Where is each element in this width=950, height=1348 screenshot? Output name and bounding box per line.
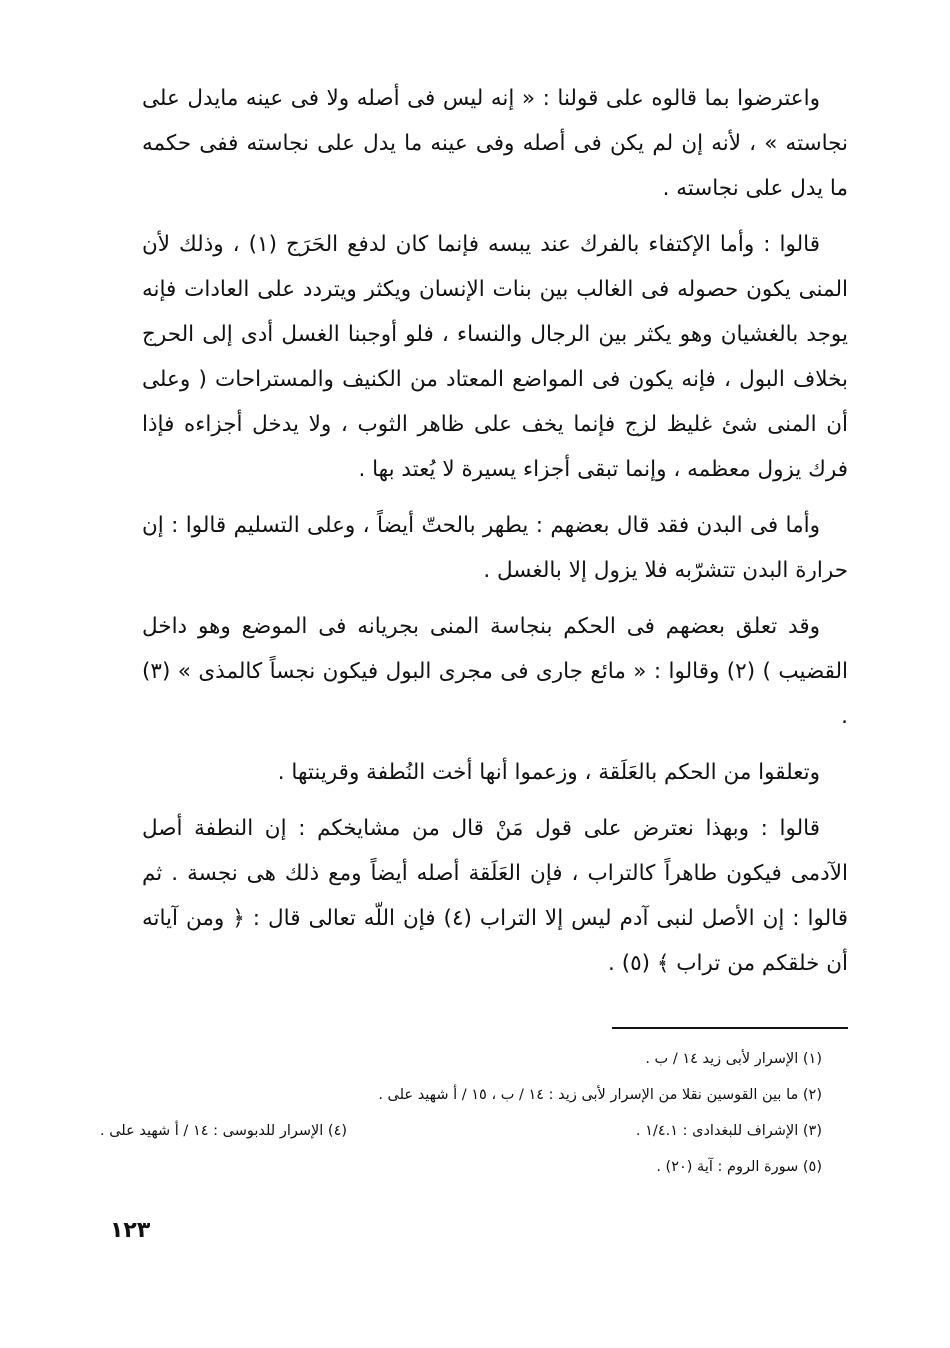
footnote-2: (٢) ما بين القوسين نقلا من الإسرار لأبى زيد : ١٤ / ب ، ١٥ / أ شهيد على . — [378, 1087, 822, 1103]
footnote-4: (٤) الإسرار للدبوسى : ١٤ / أ شهيد على . — [100, 1123, 348, 1139]
footnote-5: (٥) سورة الروم : آية (٢٠) . — [656, 1159, 822, 1175]
footnote-separator — [612, 1027, 848, 1029]
paragraph-5: وتعلقوا من الحكم بالعَلَقة ، وزعموا أنها أخت النُطفة وقرينتها . — [277, 760, 820, 785]
paragraph-6: قالوا : وبهذا نعترض على قول مَنْ قال من مشايخكم : إن النطفة أصل الآدمى فيكون طاهراً كالتراب ، فإن العَلَقة أصله أيضاً ومع ذلك هى نجسة . ثم قالوا : إن الأصل لنبى آدم ليس إلا التراب (٤) فإن اللّه تعالى قال : ﴿ ومن آياته أن خلقكم من تراب ﴾ (٥) . — [142, 816, 848, 976]
footnote-3: (٣) الإشراف للبغدادى : ١/٤.١ . — [635, 1123, 822, 1139]
footnote-row-3-4 — [100, 1113, 822, 1149]
paragraph-4: وقد تعلق بعضهم فى الحكم بنجاسة المنى بجريانه فى الموضع وهو داخل القضيب ) (٢) وقالوا : « مائع جارى فى مجرى البول فيكون نجساً كالمذى » (٣) . — [142, 614, 848, 729]
paragraph-1: واعترضوا بما قالوه على قولنا : « إنه ليس فى أصله ولا فى عينه مايدل على نجاسته » ، لأنه إن لم يكن فى أصله وفى عينه ما يدل على نجاسته ففى حكمه ما يدل على نجاسته . — [142, 86, 848, 201]
page-number: ١٢٣ — [110, 1218, 151, 1243]
footnotes — [100, 1041, 822, 1185]
main-text — [142, 76, 848, 997]
footnote-1: (١) الإسرار لأبى زيد ١٤ / ب . — [645, 1051, 822, 1067]
paragraph-3: وأما فى البدن فقد قال بعضهم : يطهر بالحتّ أيضاً ، وعلى التسليم قالوا : إن حرارة البدن تتشرّبه فلا يزول إلا بالغسل . — [142, 513, 848, 583]
paragraph-2: قالوا : وأما الإكتفاء بالفرك عند يبسه فإنما كان لدفع الحَرَج (١) ، وذلك لأن المنى يكون حصوله فى الغالب بين بنات الإنسان ويكثر ويتردد على العادات فإنه يوجد بالغشيان وهو يكثر بين الرجال والنساء ، فلو أوجبنا الغسل أدى إلى الحرج بخلاف البول ، فإنه يكون فى المواضع المعتاد من الكنيف والمستراحات ( وعلى أن المنى شئ غليظ لزج فإنما يخف على ظاهر الثوب ، ولا يدخل أجزاءه فإذا فرك يزول معظمه ، وإنما تبقى أجزاء يسيرة لا يُعتد بها . — [142, 232, 848, 482]
